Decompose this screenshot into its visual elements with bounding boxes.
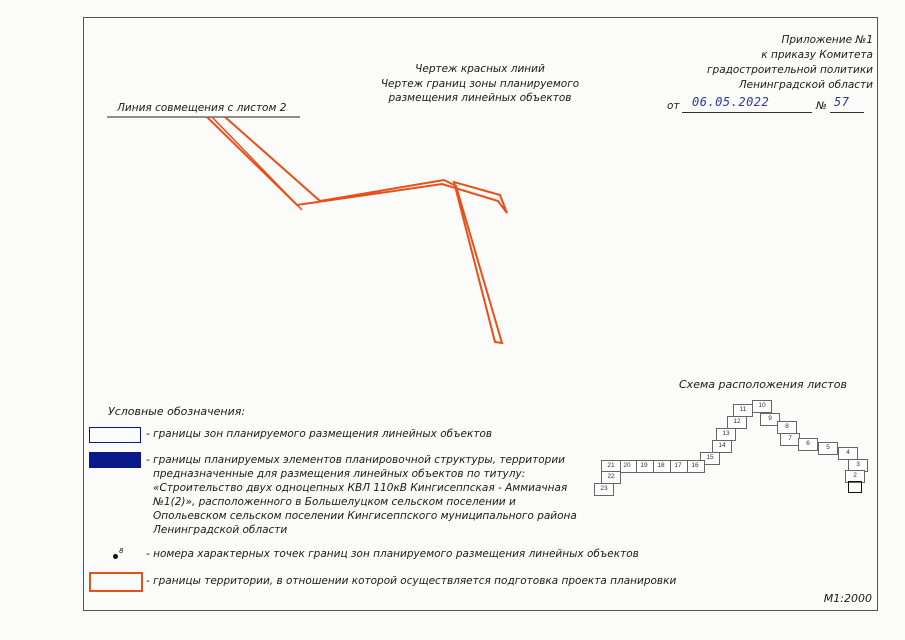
scheme-title: Схема расположения листов <box>679 378 847 391</box>
scheme-sheet-9: 9 <box>760 413 780 426</box>
legend-structure-text-2: предназначенные для размещения линейных объектов по титулу: <box>153 468 526 480</box>
scheme-sheet-12: 12 <box>727 416 747 429</box>
title-line-2: Чертеж границ зоны планируемого <box>380 78 580 90</box>
date-prefix: от <box>667 100 680 112</box>
legend-zone-swatch <box>89 427 141 443</box>
appendix-line-1: Приложение №1 <box>781 34 873 46</box>
title-line-3: размещения линейных объектов <box>388 92 572 104</box>
scheme-sheet-2: 2 <box>845 470 865 483</box>
scheme-sheet-23: 23 <box>594 483 614 496</box>
scheme-sheet-13: 13 <box>716 428 736 441</box>
legend-structure-text-1: - границы планируемых элементов планировочной структуры, территории <box>146 454 565 466</box>
number-value: 57 <box>834 95 850 109</box>
legend-zone-text: - границы зон планируемого размещения линейных объектов <box>146 428 493 440</box>
appendix-line-2: к приказу Комитета <box>761 49 873 61</box>
number-prefix: № <box>816 100 827 112</box>
scheme-sheet-6: 6 <box>798 438 818 451</box>
scheme-sheet-17: 17 <box>668 460 688 473</box>
legend-point-dot <box>113 554 118 559</box>
scheme-sheet-7: 7 <box>780 433 800 446</box>
legend-structure-swatch <box>89 452 141 468</box>
scheme-sheet-10: 10 <box>752 400 772 413</box>
appendix-line-4: Ленинградской области <box>738 79 873 91</box>
legend-title: Условные обозначения: <box>108 405 246 418</box>
legend-point-text: - номера характерных точек границ зон планируемого размещения линейных объектов <box>146 548 639 560</box>
territory-boundary-inner <box>212 117 302 210</box>
legend-structure-text-6: Ленинградской области <box>153 524 288 536</box>
territory-boundary <box>207 117 507 343</box>
title-line-1: Чертеж красных линий <box>415 63 545 75</box>
scheme-sheet-5: 5 <box>818 442 838 455</box>
scheme-sheet-11: 11 <box>733 404 753 417</box>
legend-point-number: 8 <box>119 547 124 555</box>
scheme-sheet-18: 18 <box>651 460 671 473</box>
scheme-sheet-3: 3 <box>848 459 868 472</box>
legend-structure-text-3: «Строительство двух одноцепных КВЛ 110кВ Кингисеппская - Аммиачная <box>153 482 568 494</box>
scheme-sheet-20: 20 <box>617 460 637 473</box>
scheme-sheet-16: 16 <box>685 460 705 473</box>
scheme-sheet-15: 15 <box>700 452 720 465</box>
legend-structure-text-5: Опольевском сельском поселении Кингисеппского муниципального района <box>153 510 577 522</box>
scale-label: М1:2000 <box>823 592 872 605</box>
appendix-line-3: градостроительной политики <box>707 64 873 76</box>
scheme-sheet-14: 14 <box>712 440 732 453</box>
scheme-current-sheet-1 <box>848 481 862 493</box>
legend-structure-text-4: №1(2)», расположенного в Большелуцком сельском поселении и <box>153 496 516 508</box>
scheme-sheet-22: 22 <box>601 471 621 484</box>
legend-territory-text: - границы территории, в отношении которой осуществляется подготовка проекта планировки <box>146 575 677 587</box>
scheme-sheet-21: 21 <box>601 460 621 473</box>
scheme-sheet-8: 8 <box>777 421 797 434</box>
scheme-sheet-19: 19 <box>634 460 654 473</box>
match-line-label: Линия совмещения с листом 2 <box>117 102 287 114</box>
scheme-sheet-4: 4 <box>838 447 858 460</box>
legend-territory-swatch <box>89 572 143 592</box>
date-value: 06.05.2022 <box>692 95 770 109</box>
